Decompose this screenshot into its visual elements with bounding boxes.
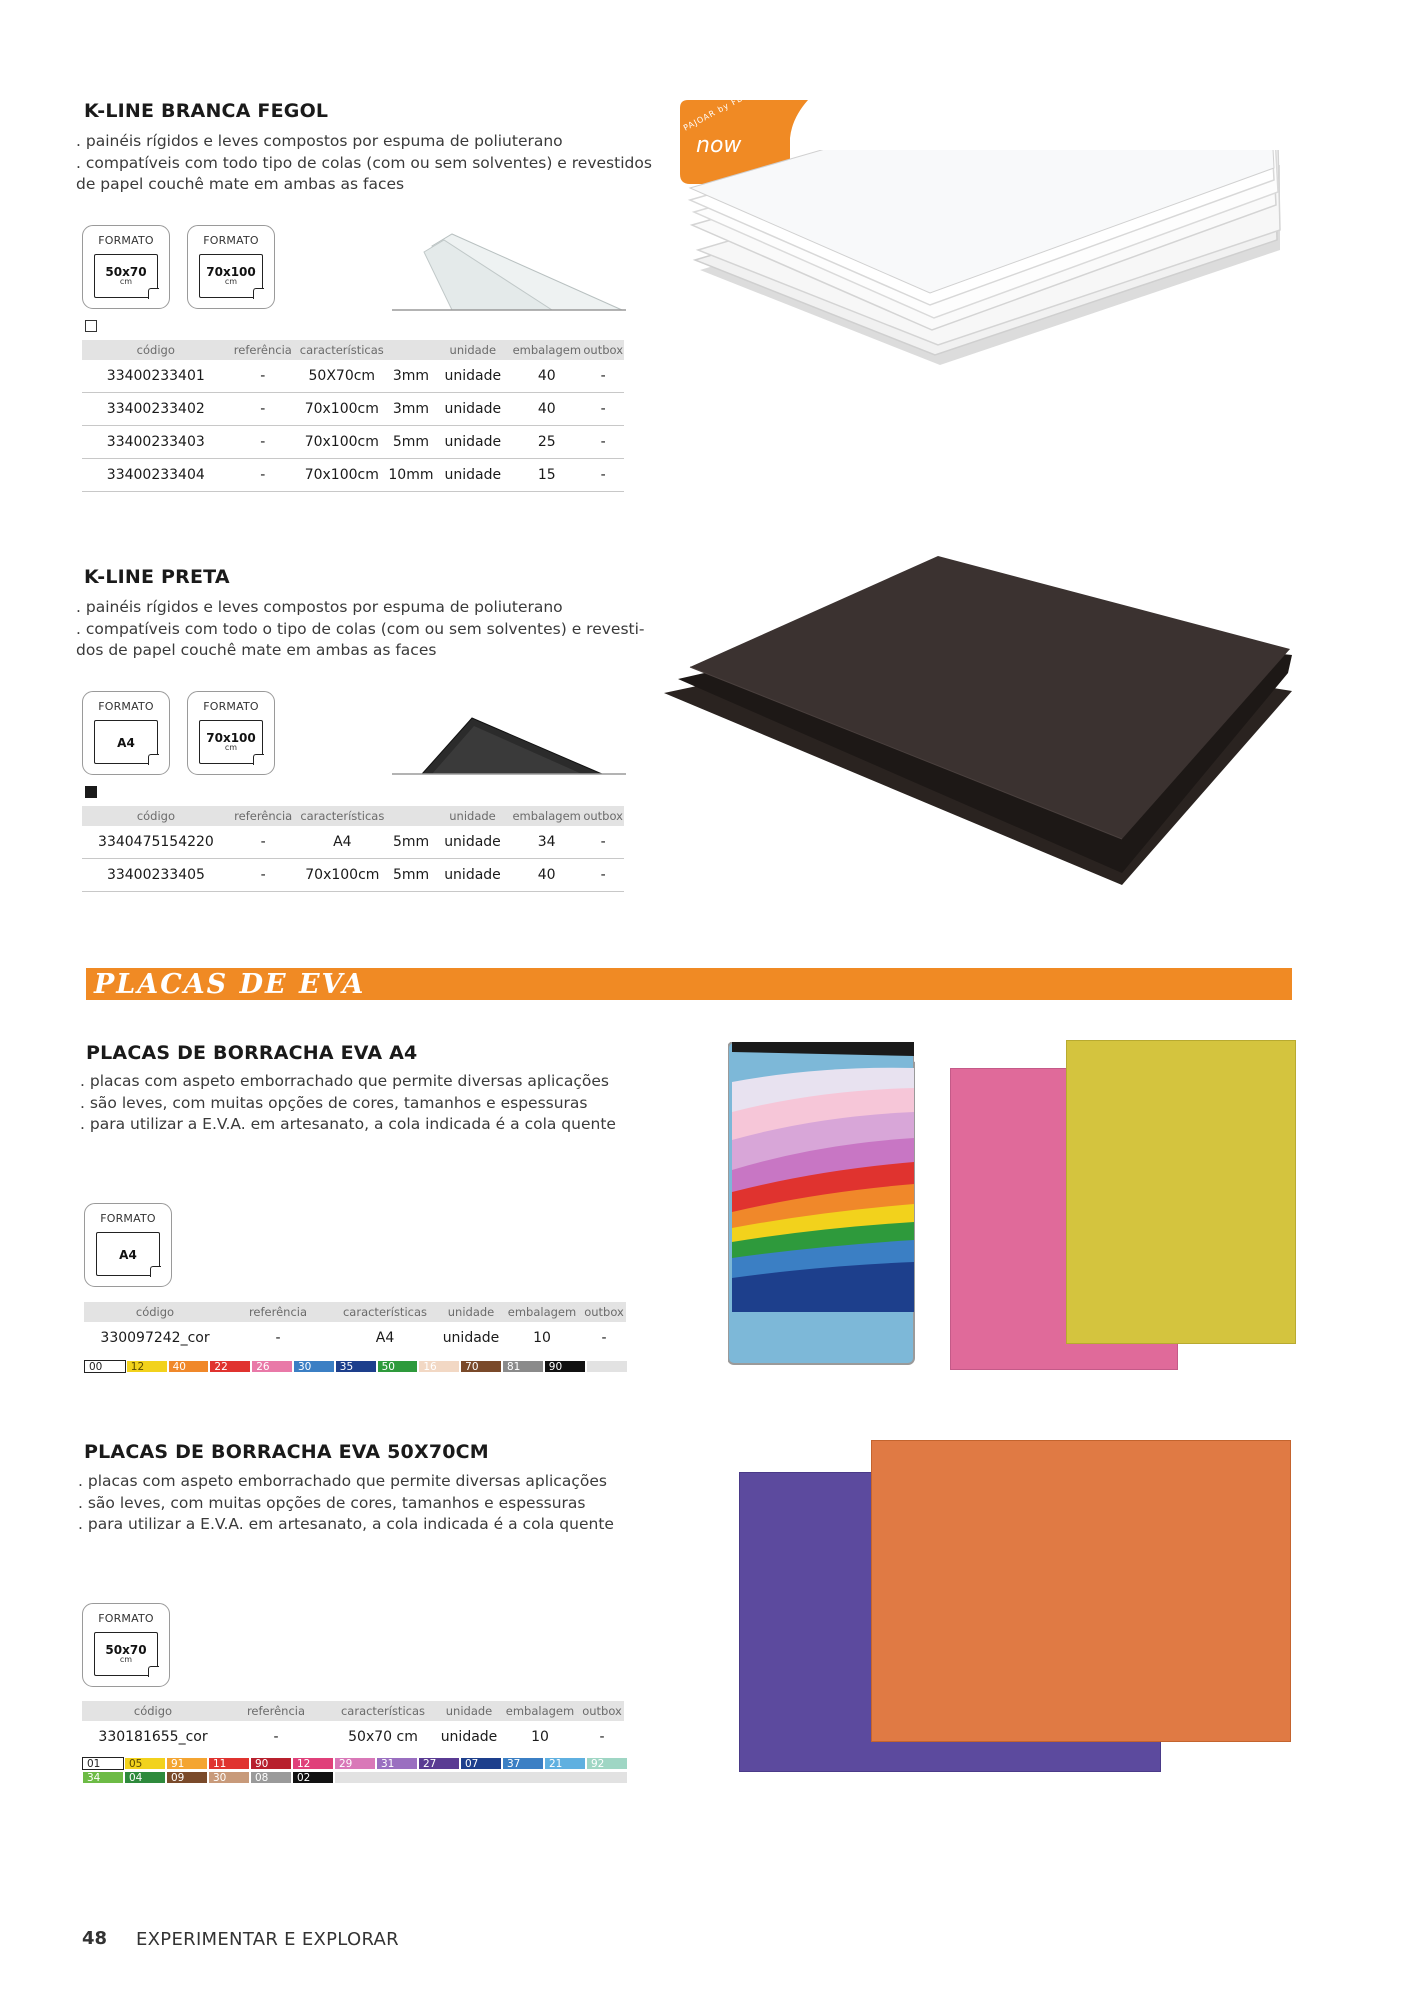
color-chip: 00 <box>84 1360 126 1373</box>
color-chip: 21 <box>544 1757 586 1770</box>
spec-table-kline-preta <box>82 806 624 892</box>
sheet-icon <box>199 720 263 764</box>
format-badge-a4 <box>84 1203 172 1287</box>
color-chip: 16 <box>418 1360 460 1373</box>
column-header <box>388 340 435 360</box>
page-number: 48 <box>82 1928 108 1949</box>
color-chip: 12 <box>126 1360 168 1373</box>
cell-outbox: - <box>582 426 624 459</box>
color-chip: 31 <box>376 1757 418 1770</box>
column-header: código <box>82 806 230 826</box>
cell-package: 10 <box>531 1729 549 1745</box>
cell-package: 40 <box>511 859 582 892</box>
column-header: referência <box>230 806 297 826</box>
sheet-icon <box>96 1232 160 1276</box>
table-header-row <box>82 1701 624 1721</box>
format-size: A4 <box>117 736 135 750</box>
product-title-eva-50x70: PLACAS DE BORRACHA EVA 50X70CM <box>84 1441 489 1463</box>
color-chip: 29 <box>334 1757 376 1770</box>
cell-thickness: 5mm <box>388 426 435 459</box>
cell-thickness: 3mm <box>388 393 435 426</box>
spec-table-kline-branca <box>82 340 624 492</box>
table-row <box>84 1322 626 1354</box>
color-chip: 34 <box>82 1771 124 1784</box>
table-row <box>82 826 624 859</box>
cell-reference: - <box>230 393 297 426</box>
white-boards-photo <box>680 150 1300 390</box>
color-chip: 92 <box>586 1757 628 1770</box>
white-board-thumbnail <box>392 228 626 312</box>
color-chip: 81 <box>502 1360 544 1373</box>
description-line: . compatíveis com todo o tipo de colas (com ou sem solventes) e revesti- <box>76 619 645 638</box>
product-description-eva-a4 <box>80 1071 640 1136</box>
column-header: código <box>82 1701 224 1721</box>
color-chip: 30 <box>293 1360 335 1373</box>
description-line: . para utilizar a E.V.A. em artesanato, a cola indicada é a cola quente <box>78 1515 614 1533</box>
table-row <box>82 360 624 393</box>
cell-outbox: - <box>582 826 624 859</box>
format-size: 50x70 <box>105 1643 147 1657</box>
product-description-eva-50x70 <box>78 1471 638 1536</box>
description-line: de papel couchê mate em ambas as faces <box>76 175 405 193</box>
color-chart-eva-a4 <box>84 1360 628 1373</box>
cell-size: 70x100cm <box>296 459 387 492</box>
black-board-thumbnail <box>392 712 626 778</box>
cell-size: A4 <box>297 826 389 859</box>
format-label: FORMATO <box>100 1212 156 1225</box>
cell-unit: unidade <box>434 859 511 892</box>
cell-size: 70x100cm <box>296 393 387 426</box>
cell-package: 40 <box>511 393 582 426</box>
description-line: . compatíveis com todo tipo de colas (com ou sem solventes) e revestidos <box>76 153 652 172</box>
format-unit: cm <box>119 1655 133 1664</box>
column-header: referência <box>226 1302 330 1322</box>
cell-reference: - <box>230 826 297 859</box>
column-header: outbox <box>582 340 624 360</box>
column-header: unidade <box>434 340 511 360</box>
color-chart-eva-50x70-row1 <box>82 1757 628 1770</box>
color-chip: 70 <box>460 1360 502 1373</box>
orange-eva-sheet <box>871 1440 1291 1742</box>
color-swatch-white <box>85 320 97 332</box>
color-chart-eva-50x70-row2 <box>82 1771 628 1784</box>
column-header: embalagem <box>511 806 582 826</box>
cell-package: 34 <box>511 826 582 859</box>
cell-package: 10 <box>533 1330 551 1346</box>
column-header: referência <box>224 1701 328 1721</box>
color-chip: 11 <box>208 1757 250 1770</box>
format-label: FORMATO <box>203 700 259 713</box>
footer-section-title: EXPERIMENTAR E EXPLORAR <box>136 1929 399 1950</box>
cell-outbox: - <box>601 1330 607 1346</box>
description-line: . painéis rígidos e leves compostos por espuma de poliuterano <box>76 132 563 150</box>
eva-stack-photo <box>728 1042 958 1366</box>
cell-code: 33400233401 <box>82 360 230 393</box>
column-header: outbox <box>582 806 624 826</box>
cell-thickness: 10mm <box>388 459 435 492</box>
column-header: unidade <box>434 806 511 826</box>
table-row <box>82 1721 624 1753</box>
table-header-row <box>82 340 624 360</box>
product-title-kline-branca: K-LINE BRANCA FEGOL <box>84 100 329 122</box>
color-chip: 26 <box>251 1360 293 1373</box>
description-line: . placas com aspeto emborrachado que permite diversas aplicações <box>80 1072 609 1090</box>
cell-outbox: - <box>582 393 624 426</box>
format-badge-a4 <box>82 691 170 775</box>
cell-size: 70x100cm <box>297 859 389 892</box>
cell-outbox: - <box>582 360 624 393</box>
table-header-row <box>82 806 624 826</box>
cell-thickness: 3mm <box>388 360 435 393</box>
color-chip: 90 <box>544 1360 586 1373</box>
color-chip: 01 <box>82 1757 124 1770</box>
color-chip: 37 <box>502 1757 544 1770</box>
format-size: 70x100 <box>206 265 256 279</box>
color-chip: 02 <box>292 1771 334 1784</box>
color-chip: 90 <box>250 1757 292 1770</box>
cell-code: 33400233405 <box>82 859 230 892</box>
description-line: . painéis rígidos e leves compostos por espuma de poliuterano <box>76 598 563 616</box>
product-description-kline-preta <box>76 597 645 662</box>
table-row <box>82 393 624 426</box>
format-size: A4 <box>119 1248 137 1262</box>
product-title-kline-preta: K-LINE PRETA <box>84 566 230 588</box>
color-chip: 35 <box>335 1360 377 1373</box>
color-chip: 07 <box>460 1757 502 1770</box>
cell-code: 3340475154220 <box>82 826 230 859</box>
column-header: características <box>328 1701 438 1721</box>
cell-thickness: 5mm <box>388 859 434 892</box>
column-header: outbox <box>582 1302 626 1322</box>
column-header: outbox <box>580 1701 624 1721</box>
cell-thickness: 5mm <box>388 826 434 859</box>
cell-reference: - <box>230 426 297 459</box>
cell-outbox: - <box>599 1729 605 1745</box>
color-chip: 04 <box>124 1771 166 1784</box>
column-header: código <box>82 340 230 360</box>
color-chip: 40 <box>168 1360 210 1373</box>
description-line: . placas com aspeto emborrachado que permite diversas aplicações <box>78 1472 607 1490</box>
cell-size: 50X70cm <box>296 360 387 393</box>
table-row <box>82 459 624 492</box>
color-chip: 27 <box>418 1757 460 1770</box>
product-title-eva-a4: PLACAS DE BORRACHA EVA A4 <box>86 1042 418 1064</box>
format-size: 50x70 <box>105 265 147 279</box>
format-label: FORMATO <box>98 234 154 247</box>
format-unit: cm <box>224 743 238 752</box>
description-line: . são leves, com muitas opções de cores, tamanhos e espessuras <box>78 1493 586 1512</box>
cell-reference: - <box>230 360 297 393</box>
section-banner-eva <box>86 968 1292 1000</box>
format-badge-50x70 <box>82 1603 170 1687</box>
cell-outbox: - <box>582 459 624 492</box>
cell-code: 33400233403 <box>82 426 230 459</box>
color-chip: 08 <box>250 1771 292 1784</box>
column-header: características <box>296 340 387 360</box>
table-header-row <box>84 1302 626 1322</box>
cell-reference: - <box>275 1330 281 1346</box>
sheet-icon <box>94 1632 158 1676</box>
color-chip: 05 <box>124 1757 166 1770</box>
cell-outbox: - <box>582 859 624 892</box>
format-badge-70x100 <box>187 225 275 309</box>
product-description-kline-branca <box>76 131 652 196</box>
color-chip: 91 <box>166 1757 208 1770</box>
color-chip <box>334 1771 628 1784</box>
format-badge-70x100 <box>187 691 275 775</box>
description-line: . para utilizar a E.V.A. em artesanato, a cola indicada é a cola quente <box>80 1115 616 1133</box>
format-unit: cm <box>119 277 133 286</box>
black-boards-photo <box>660 555 1300 890</box>
column-header: código <box>84 1302 226 1322</box>
column-header: unidade <box>440 1302 502 1322</box>
cell-unit: unidade <box>442 1330 500 1346</box>
cell-size: 50x70 cm <box>348 1729 418 1745</box>
color-chip: 09 <box>166 1771 208 1784</box>
column-header: referência <box>230 340 297 360</box>
color-chip: 12 <box>292 1757 334 1770</box>
color-chip: 50 <box>377 1360 419 1373</box>
format-label: FORMATO <box>98 700 154 713</box>
cell-package: 15 <box>511 459 582 492</box>
banner-title: PLACAS DE EVA <box>94 969 366 1000</box>
cell-code: 33400233404 <box>82 459 230 492</box>
format-unit: cm <box>224 277 238 286</box>
cell-unit: unidade <box>434 459 511 492</box>
cell-unit: unidade <box>434 426 511 459</box>
spec-table-eva-a4 <box>84 1302 626 1354</box>
cell-size: A4 <box>375 1330 395 1346</box>
format-badge-50x70 <box>82 225 170 309</box>
cell-size: 70x100cm <box>296 426 387 459</box>
cell-code: 33400233402 <box>82 393 230 426</box>
cell-unit: unidade <box>440 1729 498 1745</box>
column-header: embalagem <box>511 340 582 360</box>
cell-package: 40 <box>511 360 582 393</box>
cell-unit: unidade <box>434 393 511 426</box>
description-line: . são leves, com muitas opções de cores, tamanhos e espessuras <box>80 1093 588 1112</box>
cell-unit: unidade <box>434 360 511 393</box>
sheet-icon <box>94 254 158 298</box>
description-line: dos de papel couchê mate em ambas as faces <box>76 641 437 659</box>
table-row <box>82 859 624 892</box>
column-header: embalagem <box>500 1701 580 1721</box>
sheet-icon <box>94 720 158 764</box>
cell-reference: - <box>230 859 297 892</box>
column-header <box>388 806 434 826</box>
cell-package: 25 <box>511 426 582 459</box>
cell-code: 330097242_cor <box>100 1330 210 1346</box>
format-label: FORMATO <box>203 234 259 247</box>
column-header: características <box>330 1302 440 1322</box>
color-chip: 22 <box>209 1360 251 1373</box>
yellow-eva-sheet <box>1066 1040 1296 1344</box>
spec-table-eva-50x70 <box>82 1701 624 1753</box>
column-header: embalagem <box>502 1302 582 1322</box>
color-swatch-black <box>85 786 97 798</box>
cell-reference: - <box>273 1729 279 1745</box>
cell-reference: - <box>230 459 297 492</box>
color-chip: 30 <box>208 1771 250 1784</box>
cell-code: 330181655_cor <box>98 1729 208 1745</box>
format-size: 70x100 <box>206 731 256 745</box>
color-chip <box>586 1360 628 1373</box>
table-row <box>82 426 624 459</box>
badge-word: now <box>696 133 742 158</box>
format-label: FORMATO <box>98 1612 154 1625</box>
column-header: unidade <box>438 1701 500 1721</box>
column-header: características <box>297 806 389 826</box>
cell-unit: unidade <box>434 826 511 859</box>
sheet-icon <box>199 254 263 298</box>
